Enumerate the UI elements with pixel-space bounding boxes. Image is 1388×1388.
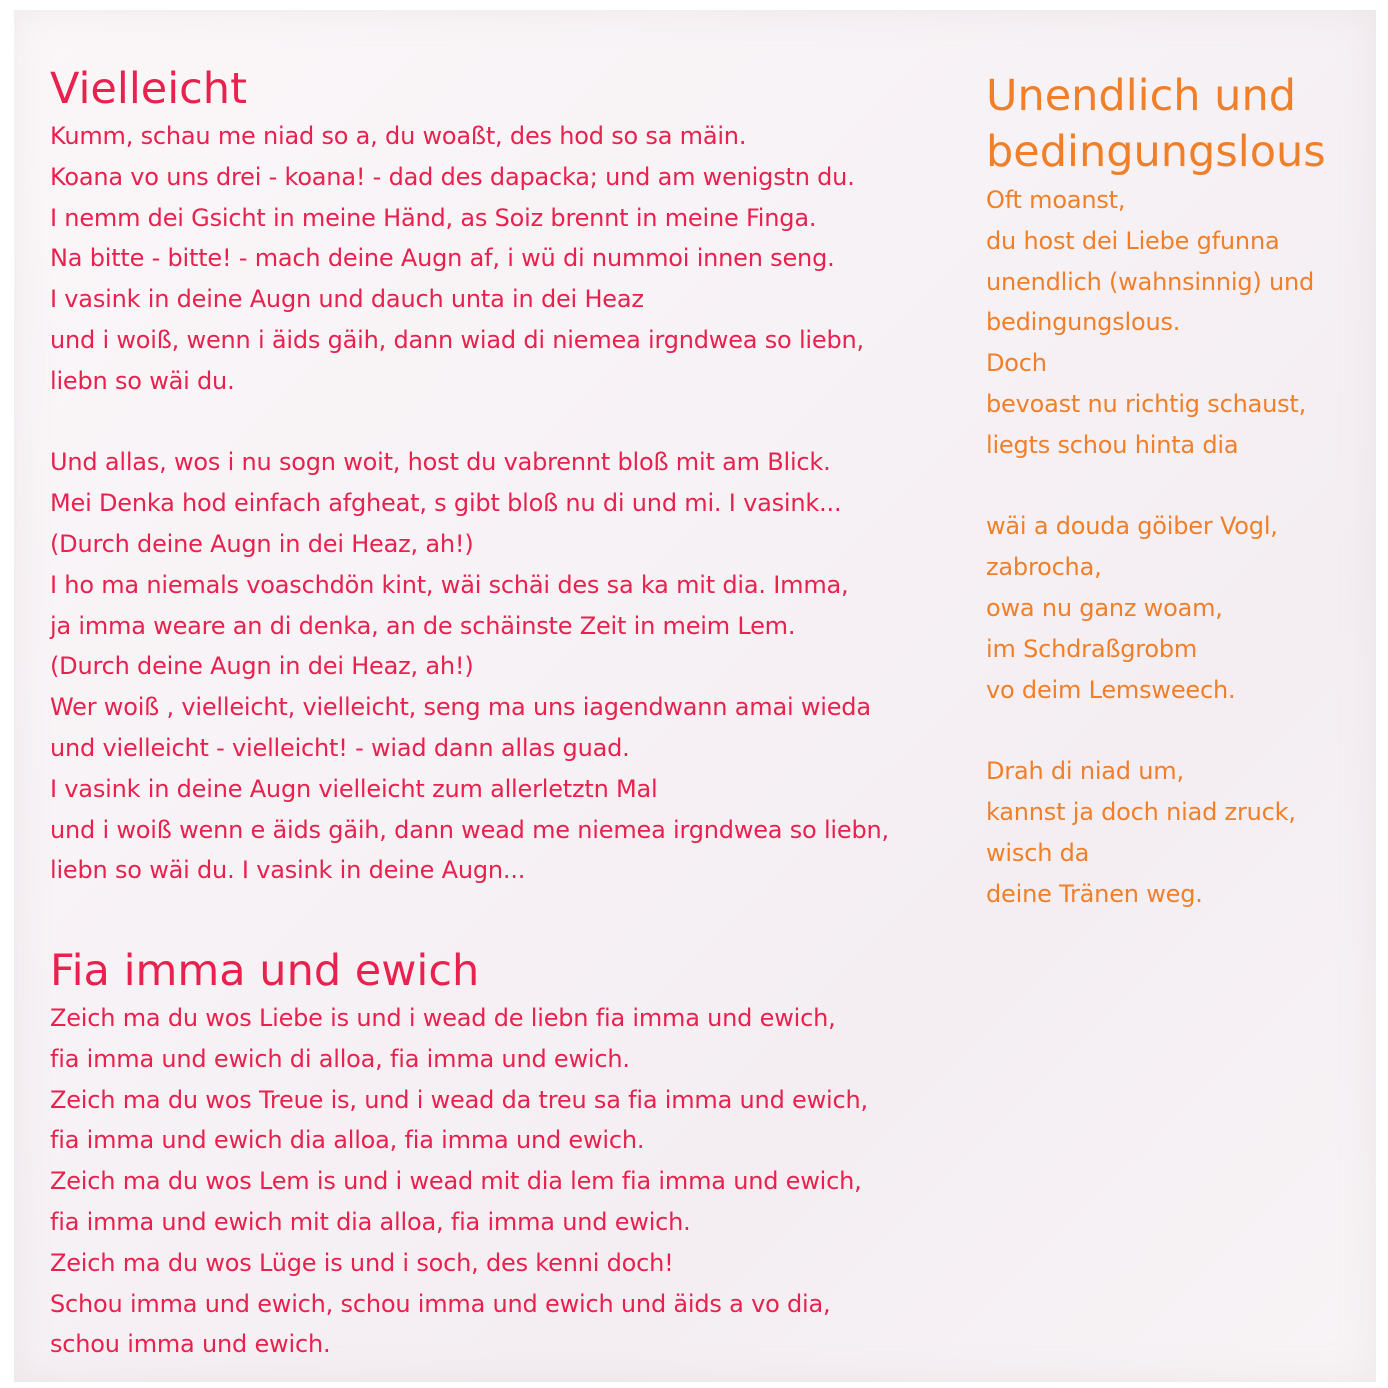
song-fia-imma-und-ewich — [50, 944, 970, 1365]
lyric-line: Zeich ma du wos Lem is und i wead mit dia lem fia imma und ewich, — [50, 1167, 862, 1196]
lyric-line: (Durch deine Augn in dei Heaz, ah!) — [50, 529, 474, 558]
lyric-line: liebn so wäi du. — [50, 366, 235, 395]
lyric-line: wisch da — [986, 838, 1090, 867]
lyric-line: Doch — [986, 349, 1047, 378]
song-title — [986, 68, 1386, 180]
song-title-line: Unendlich und — [986, 71, 1296, 121]
lyric-line: Schou imma und ewich, schou imma und ewich und äids a vo dia, — [50, 1289, 831, 1318]
lyric-line: Zeich ma du wos Treue is, und i wead da treu sa fia imma und ewich, — [50, 1085, 868, 1114]
lyric-line: Kumm, schau me niad so a, du woaßt, des hod so sa mäin. — [50, 122, 747, 150]
lyric-line: zabrocha, — [986, 553, 1102, 582]
lyric-line: Na bitte - bitte! - mach deine Augn af, i wü di nummoi innen seng. — [50, 244, 835, 273]
lyric-line: und i woiß, wenn i äids gäih, dann wiad di niemea irgndwea so liebn, — [50, 325, 864, 354]
lyric-line: Drah di niad um, — [986, 757, 1184, 786]
lyric-line: Zeich ma du wos Liebe is und i wead de liebn fia imma und ewich, — [50, 1004, 836, 1032]
lyric-line: owa nu ganz woam, — [986, 593, 1223, 622]
lyric-line: I vasink in deine Augn vielleicht zum allerletztn Mal — [50, 774, 658, 803]
lyric-line: liegts schou hinta dia — [986, 430, 1239, 459]
lyrics — [986, 180, 1386, 914]
song-title: Vielleicht — [50, 64, 247, 114]
lyric-line: I ho ma niemals voaschdön kint, wäi schäi des sa ka mit dia. Imma, — [50, 570, 849, 599]
song-title: Fia imma und ewich — [50, 946, 480, 996]
lyric-line: und vielleicht - vielleicht! - wiad dann allas guad. — [50, 733, 630, 762]
song-vielleicht — [50, 62, 970, 891]
lyric-line: du host dei Liebe gfunna — [986, 226, 1280, 255]
lyric-line: I vasink in deine Augn und dauch unta in dei Heaz — [50, 285, 644, 314]
lyric-line: schou imma und ewich. — [50, 1330, 331, 1359]
lyric-line: wäi a douda göiber Vogl, — [986, 512, 1278, 541]
lyric-line: fia imma und ewich di alloa, fia imma und ewich. — [50, 1044, 630, 1073]
lyric-line: liebn so wäi du. I vasink in deine Augn... — [50, 856, 526, 885]
lyrics — [50, 116, 970, 891]
stanza-break — [986, 710, 1386, 751]
lyric-line: bevoast nu richtig schaust, — [986, 389, 1307, 418]
lyric-line: unendlich (wahnsinnig) und — [986, 267, 1315, 296]
lyric-line: (Durch deine Augn in dei Heaz, ah!) — [50, 652, 474, 681]
lyric-line: bedingungslous. — [986, 308, 1181, 337]
song-title-line: bedingungslous — [986, 127, 1326, 177]
lyrics — [50, 998, 970, 1365]
stanza-break — [986, 466, 1386, 507]
lyric-line: Mei Denka hod einfach afgheat, s gibt bloß nu di und mi. I vasink... — [50, 489, 842, 518]
lyric-line: kannst ja doch niad zruck, — [986, 797, 1296, 826]
lyric-line: Zeich ma du wos Lüge is und i soch, des kenni doch! — [50, 1248, 674, 1277]
lyric-line: deine Tränen weg. — [986, 879, 1203, 908]
lyric-line: Koana vo uns drei - koana! - dad des dapacka; und am wenigstn du. — [50, 162, 855, 191]
lyric-line: Wer woiß , vielleicht, vielleicht, seng ma uns iagendwann amai wieda — [50, 693, 871, 722]
song-unendlich-und-bedingungslous — [986, 68, 1386, 914]
lyric-line: im Schdraßgrobm — [986, 634, 1198, 663]
lyric-line: vo deim Lemsweech. — [986, 675, 1236, 704]
booklet-page — [14, 10, 1376, 1382]
stanza-break — [50, 402, 970, 443]
lyric-line: Oft moanst, — [986, 186, 1126, 214]
lyric-line: und i woiß wenn e äids gäih, dann wead me niemea irgndwea so liebn, — [50, 815, 889, 844]
lyric-line: fia imma und ewich dia alloa, fia imma und ewich. — [50, 1126, 645, 1155]
lyric-line: fia imma und ewich mit dia alloa, fia imma und ewich. — [50, 1207, 691, 1236]
lyric-line: ja imma weare an di denka, an de schäinste Zeit in meim Lem. — [50, 611, 796, 640]
lyric-line: I nemm dei Gsicht in meine Händ, as Soiz brennt in meine Finga. — [50, 203, 817, 232]
lyric-line: Und allas, wos i nu sogn woit, host du vabrennt bloß mit am Blick. — [50, 448, 831, 477]
